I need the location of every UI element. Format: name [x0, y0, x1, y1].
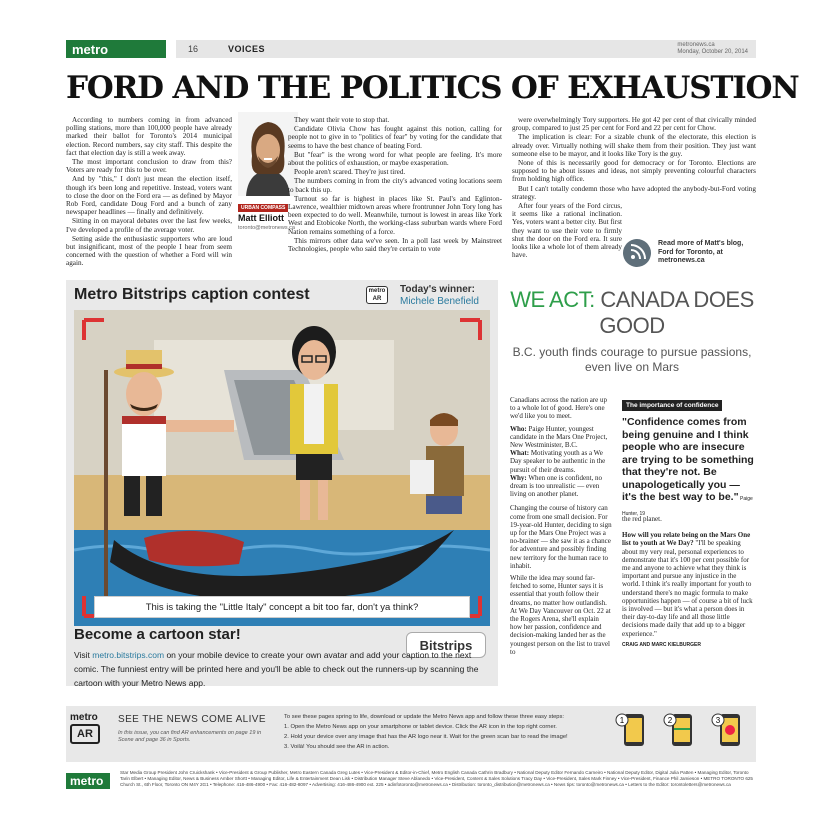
rss-pin-icon: [622, 238, 652, 268]
we-act-intro: Canadians across the nation are up to a whole lot of good. Here's one we'd like you to meet.: [510, 396, 607, 421]
blog-promo[interactable]: [622, 238, 756, 268]
cta-prefix: Visit: [74, 650, 93, 660]
we-act-column-2: [622, 515, 756, 652]
ar-badge: [366, 286, 388, 304]
paragraph: None of this is necessarily good for democracy or for Toronto. Elections are supposed to be about issues and ideas, not simply preventing colourful characters from holding high office.: [512, 159, 756, 184]
pull-quote: [622, 416, 756, 520]
cta-rest: on your mobile device to create your own avatar and add your caption to the next comic. The funniest entry will be printed here and you'll be able to check out the runners-up by scanning the cartoon with your Metro News app.: [74, 650, 479, 688]
paragraph: But "fear" is the wrong word for what people are feeling. It's more about the politics of exhaustion, or maybe exasperation.: [288, 150, 502, 168]
who-line: [510, 425, 612, 499]
paragraph: Setting aside the enthusiastic supporters who are loud but insignificant, most of the people I hear from seem concerned with the question of whether a Ford will win again.: [66, 234, 232, 268]
paragraph: This mirrors other data we've seen. In a poll last week by Mainstreet Technologies, people who said they're certain to vote: [288, 236, 502, 254]
what-text: Motivating youth as a We Day speaker to be authentic in the pursuit of their dreams.: [510, 449, 606, 474]
we-act-title-green: WE ACT:: [510, 287, 595, 312]
ar-step-3: 3. Voilà! You should see the AR in action.: [284, 744, 390, 750]
we-act-header: [508, 287, 756, 375]
paragraph: They want their vote to stop that.: [294, 116, 390, 124]
what-label: What:: [510, 449, 530, 458]
cartoon-illustration-icon: [74, 310, 490, 626]
author-email: toronto@metronews.ca: [238, 225, 295, 231]
we-act-title: [508, 287, 756, 339]
we-act-credit: CRAIG AND MARC KIELBURGER: [622, 641, 701, 648]
ar-step-icons: [614, 712, 750, 756]
header-date: Monday, October 20, 2014: [677, 49, 748, 55]
header-meta: [677, 42, 748, 56]
paragraph: According to numbers coming in from advanced polling stations, more than 100,000 people have already marked their ballot for Toronto's 2014 municipal election. Record numbers, say city staff. This despite the fact that election day is still a week away.: [66, 116, 232, 157]
icon-number: 2: [667, 716, 673, 725]
ar-intro: To see these pages spring to life, download or update the Metro News app and follow these three easy steps:: [284, 714, 565, 720]
we-act-column-1: [510, 396, 612, 656]
why-label: Why:: [510, 473, 527, 482]
comic-panel[interactable]: [74, 310, 490, 626]
paragraph: But I can't totally condemn those who have adopted the anybody-but-Ford voting strategy.: [512, 184, 756, 201]
header-site: metronews.ca: [677, 42, 715, 48]
paragraph: People aren't scared. They're just tired.: [294, 168, 406, 177]
paragraph: Candidate Olivia Chow has fought against this notion, calling for people not to give in to "politics of fear" by voting for the candidate that seems to have the best chance of beating Ford.: [288, 125, 502, 150]
ar-heading: SEE THE NEWS COME ALIVE: [118, 714, 266, 725]
ar-badge-top: metro: [368, 288, 386, 294]
ar-logo-top: metro: [70, 712, 98, 723]
byline-tag: URBAN COMPASS: [238, 204, 288, 212]
paragraph: Turnout so far is highest in places like St. Paul's and Eglinton-Lawrence, wealthier midtown areas where frontrunner John Tory long has been expected to do well. Meanwhile, turnout is lowest in areas like York West and Etobicoke North, the working-class suburban wards where Ford Nation remains something of a force.: [288, 194, 502, 236]
paragraph: were overwhelmingly Tory supporters. He got 42 per cent of that civically minded group, compared to just 25 per cent for Ford and 22 per cent for Chow.: [512, 116, 756, 133]
paragraph: The implication is clear: For a sizable chunk of the electorate, this election is already over. Virtually nothing will shake them from their position. They just want someone else to be mayor, and it looks like Tory is the guy.: [512, 133, 756, 158]
paragraph: And by "this," I don't just mean the election itself, though it's been long and repetitive. Instead, voters want to close the door on the Ford era — as defined by Mayor Rob Ford, candidate Doug Ford and a bunch of zany newspaper headlines — finally and definitively.: [66, 175, 232, 217]
blog-promo-text: Read more of Matt's blog, Ford for Toronto, at metronews.ca: [658, 240, 744, 265]
author-name: Matt Elliott: [238, 213, 284, 223]
why-text: When one is confident, no dream is too unrealistic — even living on another planet.: [510, 473, 603, 499]
sidebar-tag: The importance of confidence: [622, 400, 722, 411]
bitstrips-contest: [66, 280, 498, 686]
bitstrips-logo[interactable]: Bitstrips: [406, 632, 486, 658]
we-act-body-3: the red planet.: [622, 515, 662, 523]
ar-badge-bottom: AR: [372, 296, 382, 302]
who-text: Paige Hunter, youngest candidate in the Mars One Project, New Westminister, B.C.: [510, 424, 608, 450]
footer-metro-logo: metro: [66, 773, 110, 789]
paragraph: The most important conclusion to draw from this? Voters are ready for this to be over.: [66, 158, 232, 175]
phone-step-2-icon: [662, 712, 702, 756]
phone-step-1-icon: [614, 712, 654, 756]
metro-logo: metro: [66, 40, 166, 58]
qa-question: How will you relate being on the Mars One list to youth at We Day?: [622, 531, 751, 548]
phone-step-3-icon: [710, 712, 750, 756]
we-act-body-1: Changing the course of history can come from one small decision. For 19-year-old Hunter, deciding to sign up for the Mars One Project was a no-brainer — she saw it as a chance for adventure and possibly finding new territory for the human race to inhabit.: [510, 504, 612, 570]
ar-logo-bottom: AR: [70, 724, 100, 744]
winner-name: Michele Benefield: [400, 296, 479, 307]
paragraph: After four years of the Ford circus, it seems like a rational inclination. Yes, voters want a better city. But first they want to use their vote to firmly shut the door on the Ford era. It sure looks like a whole lot of them already have.: [512, 202, 622, 260]
qa-block: [622, 531, 756, 638]
paragraph: The numbers coming in from the city's advanced voting locations seem to back this up.: [288, 177, 502, 194]
we-act-body-2: While the idea may sound far-fetched to some, Hunter says it is essential that youth follow their dreams, no matter how outlandish. At We Day Vancouver on Oct. 22 at the Rogers Arena, she'll explain how her passion, confidence and decision-making landed her as the youngest person on the list to travel to: [510, 574, 611, 656]
cta-body: [74, 648, 490, 690]
ar-step-1: 1. Open the Metro News app on your smartphone or tablet device. Click the AR icon in the top right corner.: [284, 724, 557, 730]
bitstrips-link[interactable]: metro.bitstrips.com: [92, 650, 165, 660]
we-act-title-rest: CANADA DOES GOOD: [594, 287, 754, 338]
who-label: Who:: [510, 424, 527, 433]
section-bar: [176, 40, 756, 58]
winner-label: Today's winner:: [400, 284, 475, 295]
contest-title: Metro Bitstrips caption contest: [74, 286, 310, 303]
article-column-1: [66, 116, 232, 269]
ar-promo-strip: [66, 706, 756, 762]
ar-steps: [284, 712, 614, 752]
paragraph: Sitting in on mayoral debates over the last few weeks, I've developed a profile of the average voter.: [66, 217, 232, 234]
page-number: 16: [188, 44, 199, 54]
metro-ar-logo: [70, 712, 110, 754]
article-column-2: [288, 116, 502, 254]
article-headline: FORD AND THE POLITICS OF EXHAUSTION: [66, 70, 799, 106]
cta-heading: Become a cartoon star!: [74, 626, 241, 643]
qa-answer: "I'll be speaking about my very real, personal experiences to demonstrate that it's 100 per cent possible for me and anyone to achieve what they think is important and pursue any injustice in the world. I think it's really important for youth to understand there's no magic formula to make opportunities happen — of course a bit of luck is involved — but it's what a person does in their day-to-day life and all those little decisions made daily that add up to a bigger experience.": [622, 539, 753, 638]
pull-quote-attrib: Paige Hunter, 19: [622, 496, 753, 517]
masthead-footer: Star Media Group President John Cruickshank • Vice-President & Group Publisher, Metro Eastern Canada Greg Lutes • Vice-President & Editor-in-Chief, Metro English Canada Cathrin Bradbury • National Deputy Editor Fernando Carneiro • National Deputy Editor, Digital Julia Patten • Managing Editor, Toronto Tarin Elbert • Managing Editor, News & Business Amber Shortt • Managing Editor, Life & Entertainment Dean Lisk • Distribution Manager Steve Ablanedo • Vice-President, Content & Sales Solutions Tracy Day • Vice-President, Sales Mark Finney • Vice-President, Finance Phil Jamieson • METRO TORONTO 625 Church St., 6th Floor, Toronto ON M4Y 2G1 • Telephone: 416-486-4900 • Fax: 416-482-8097 • Advertising: 416-486-4900 ext. 225 • adinfotoronto@metronews.ca • Distribution: toronto_distribution@metronews.ca • News tips: toronto@metronews.ca • Letters to the Editor: torontoletters@metronews.ca: [120, 770, 753, 787]
section-name: VOICES: [228, 44, 266, 54]
page-header: [66, 40, 756, 58]
ar-subtext: In this issue, you can find AR enhancements on page 19 in Scene and page 36 in Sports.: [118, 730, 262, 743]
pull-quote-text: "Confidence comes from being genuine and I think people who are insecure are trying to be something that they're not. Be unapologetically you — it's the best way to be.": [622, 416, 754, 503]
icon-number: 1: [619, 716, 625, 725]
icon-number: 3: [715, 716, 721, 725]
we-act-subtitle: B.C. youth finds courage to pursue passions, even live on Mars: [512, 345, 752, 374]
ar-step-2: 2. Hold your device over any image that has the AR logo near it. Wait for the green scan bar to read the image!: [284, 734, 568, 740]
comic-caption: This is taking the "Little Italy" concept a bit too far, don't ya think?: [94, 596, 470, 618]
winner-block: [400, 284, 479, 308]
